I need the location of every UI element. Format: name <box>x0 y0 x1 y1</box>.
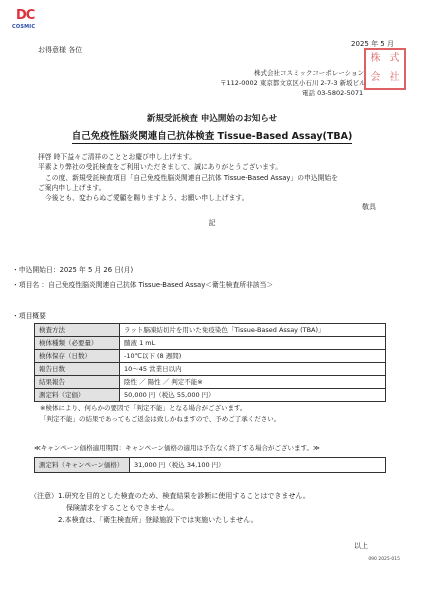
note-item: （注意）1.研究を目的とした検査のため、検査結果を診断に使用することはできません。 <box>30 492 310 500</box>
row-label: 検体種類（必要量） <box>35 337 120 350</box>
seal-char: 会 <box>370 72 381 83</box>
table-row <box>35 350 386 363</box>
row-value: 50,000 円（税込 55,000 円） <box>120 389 386 402</box>
table-row <box>35 363 386 376</box>
row-label: 検体保存（日数） <box>35 350 120 363</box>
notice-subtitle-text: 自己免疫性脳炎関連自己抗体検査 Tissue-Based Assay(TBA) <box>71 131 353 142</box>
company-seal <box>364 48 406 90</box>
table-note: 「判定不能」の結果であってもご返金は致しかねますので、予めご了承ください。 <box>40 415 281 423</box>
table-row <box>35 458 386 473</box>
row-label: 結果報告 <box>35 376 120 389</box>
note-item: 2.本検査は、「衛生検査所」登録施設下では実施いたしません。 <box>58 516 258 524</box>
note-item: 保険請求をすることもできません。 <box>66 504 179 512</box>
body-paragraph: ご案内申し上げます。 <box>38 184 106 192</box>
campaign-value: 31,000 円（税込 34,100 円） <box>130 458 386 473</box>
campaign-table <box>34 457 386 473</box>
ki-heading: 記 <box>208 219 216 227</box>
closing-ijo: 以上 <box>354 542 368 550</box>
closing-keigu: 敬具 <box>362 203 376 211</box>
document-number: 090 2025-015 <box>368 557 400 562</box>
table-note: ※検体により、何らかの要因で「判定不能」となる場合がございます。 <box>40 404 247 412</box>
table-row <box>35 376 386 389</box>
table-row <box>35 389 386 402</box>
company-phone: 電話 03-5802-5071 <box>302 89 364 97</box>
row-value: -10℃以下 (8 週間) <box>120 350 386 363</box>
seal-char: 社 <box>389 72 400 83</box>
notice-subtitle <box>0 131 424 143</box>
row-value: ラット脳凍結切片を用いた免疫染色「Tissue-Based Assay (TBA)」 <box>120 324 386 337</box>
document-date: 2025 年 5 月 <box>351 40 394 48</box>
start-date: ・申込開始日：2025 年 5 月 26 日(月) <box>12 266 134 274</box>
greeting: 拝啓 時下益々ご清祥のこととお慶び申し上げます。 <box>38 153 196 161</box>
overview-heading: ・項目概要 <box>12 312 46 320</box>
recipient: お得意様 各位 <box>38 46 83 54</box>
campaign-header: ≪キャンペーン価格適用期間：キャンペーン価格の適用は予告なく終了する場合がございます。≫ <box>34 444 320 452</box>
logo-text: COSMIC <box>12 24 36 30</box>
company-logo <box>12 8 42 34</box>
company-name: 株式会社コスミックコーポレーション <box>254 69 364 77</box>
row-value: 陰性 ／ 陽性 ／ 判定不能※ <box>120 376 386 389</box>
row-value: 髄液 1 mL <box>120 337 386 350</box>
row-label: 報告日数 <box>35 363 120 376</box>
seal-char: 株 <box>370 53 381 64</box>
company-address: 〒112-0002 東京都文京区小石川 2-7-3 新坂ビル <box>220 79 366 87</box>
campaign-label: 測定料（キャンペーン価格） <box>35 458 130 473</box>
table-row <box>35 324 386 337</box>
notice-title: 新規受託検査 申込開始のお知らせ <box>146 114 278 124</box>
body-paragraph: 今後とも、変わらぬご愛顧を賜りますよう、お願い申し上げます。 <box>45 194 249 202</box>
item-name: ・項目名 ：自己免疫性脳炎関連自己抗体 Tissue-Based Assay＜衛生検査所非該当＞ <box>12 281 274 289</box>
row-value: 10～45 営業日以内 <box>120 363 386 376</box>
seal-char: 式 <box>389 53 400 64</box>
body-paragraph: 平素より弊社の受託検査をご利用いただきまして、誠にありがとうございます。 <box>38 163 283 171</box>
overview-table <box>34 323 386 402</box>
table-row <box>35 337 386 350</box>
row-label: 測定料（定価） <box>35 389 120 402</box>
row-label: 検査方法 <box>35 324 120 337</box>
body-paragraph: この度、新規受託検査項目「自己免疫性脳炎関連自己抗体 Tissue-Based Assay」の申込開始を <box>45 174 339 182</box>
logo-mark: DC <box>16 8 35 23</box>
